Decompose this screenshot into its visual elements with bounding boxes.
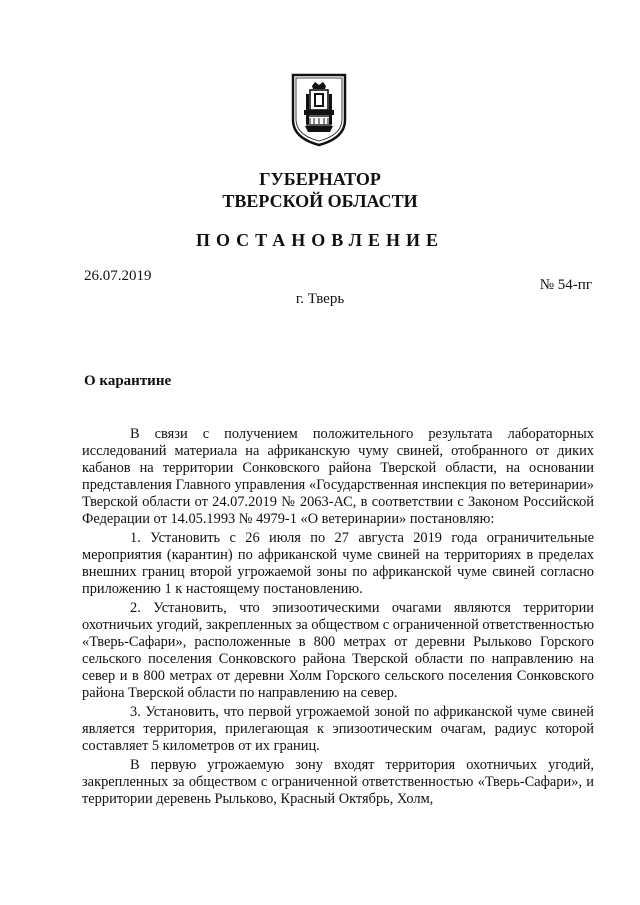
tver-coat-of-arms-icon — [290, 72, 348, 148]
document-body — [82, 426, 594, 810]
paragraph-first-zone: В первую угрожаемую зону входят территория охотничьих угодий, закрепленных за обществом с ограниченной ответственностью «Тверь-Сафари», и территории деревень Рыльково, Красный Октябрь, Холм, — [82, 757, 594, 807]
paragraph-item-3: 3. Установить, что первой угрожаемой зоной по африканской чуме свиней является территория, прилегающая к эпизоотическим очагам, радиус которой составляет 5 километров от их границ. — [82, 704, 594, 754]
document-city: г. Тверь — [295, 291, 345, 307]
document-subject: О карантине — [84, 373, 172, 389]
paragraph-preamble: В связи с получением положительного результата лабораторных исследований материала на африканскую чуму свиней, отобранного от диких кабанов на территории Сонковского района Тверской области, на основании представления Главного управления «Государственная инспекция по ветеринарии» Тверской области от 24.07.2019 № 2063-АС, в соответствии с Законом Российской Федерации от 14.05.1993 № 4979-1 «О ветеринарии» постановляю: — [82, 426, 594, 527]
paragraph-item-2: 2. Установить, что эпизоотическими очагами являются территории охотничьих угодий, закрепленных за обществом с ограниченной ответственностью «Тверь-Сафари», расположенные в 800 метрах от деревни Рыльково Горского сельского поселения Сонковского района Тверской области по направлению на север и в 800 метрах от деревни Холм Горского сельского поселения Сонковского района Тверской области по направлению на север. — [82, 600, 594, 701]
document-type-heading: ПОСТАНОВЛЕНИЕ — [195, 230, 445, 250]
authority-title-line-1: ГУБЕРНАТОР — [259, 169, 381, 189]
document-date: 26.07.2019 — [84, 268, 152, 284]
paragraph-item-1: 1. Установить с 26 июля по 27 августа 2019 года ограничительные мероприятия (карантин) по африканской чуме свиней на территориях в пределах внешних границ второй угрожаемой зоны по африканской чуме свиней согласно приложению 1 к настоящему постановлению. — [82, 530, 594, 597]
authority-title-line-2: ТВЕРСКОЙ ОБЛАСТИ — [222, 191, 418, 211]
document-number: № 54-пг — [539, 277, 592, 293]
